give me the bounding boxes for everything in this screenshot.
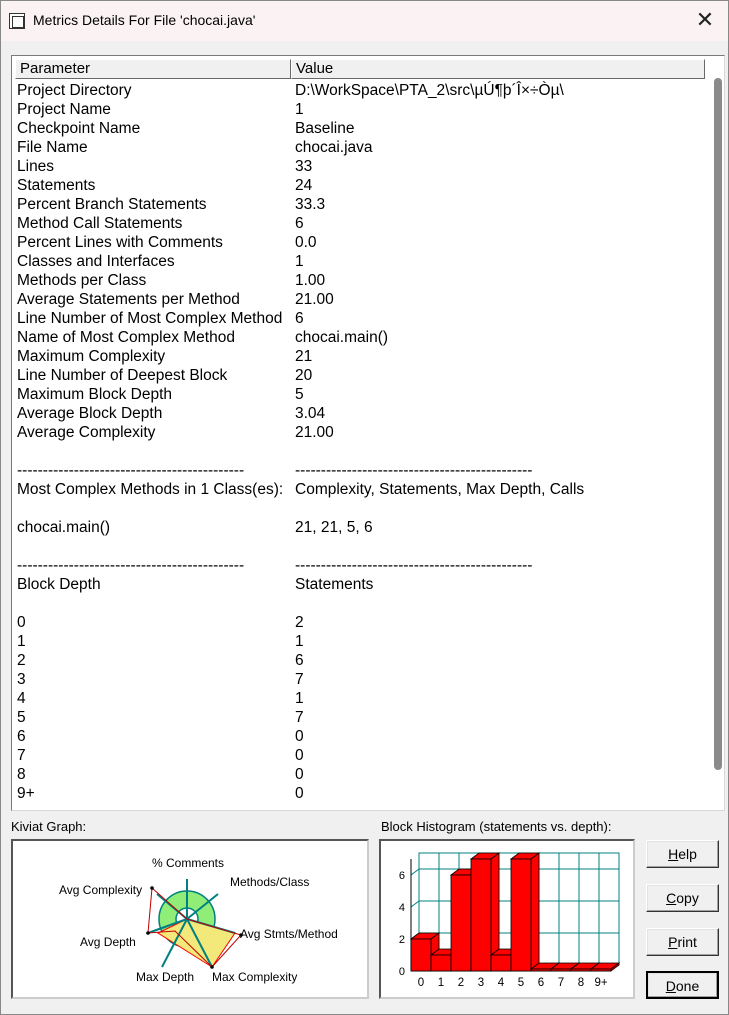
- row-parameter: 4: [17, 690, 26, 707]
- row-parameter: Average Block Depth: [17, 405, 163, 422]
- table-row[interactable]: [17, 252, 707, 271]
- histogram-x-tick: 3: [477, 977, 485, 989]
- row-value: [295, 442, 707, 461]
- row-parameter: Average Statements per Method: [17, 291, 240, 308]
- histogram-x-tick: 7: [557, 977, 565, 989]
- row-value: [295, 499, 707, 518]
- row-value: 6: [295, 310, 304, 327]
- row-value: chocai.java: [295, 139, 373, 156]
- row-value: 21, 21, 5, 6: [295, 519, 373, 536]
- row-parameter: Name of Most Complex Method: [17, 329, 235, 346]
- kiviat-axis-methods-class: Methods/Class: [230, 875, 310, 889]
- histogram-y-tick: 4: [398, 902, 405, 914]
- histogram-x-ticks: [418, 977, 608, 989]
- row-value: ----------------------------------------------: [295, 462, 533, 479]
- table-row[interactable]: [17, 594, 707, 613]
- header-value[interactable]: Value: [291, 59, 705, 79]
- row-value: D:\WorkSpace\PTA_2\src\µÚ¶þ´Î×÷Òµ\: [295, 82, 564, 99]
- row-value: 0: [295, 728, 304, 745]
- row-parameter: 9+: [17, 785, 35, 802]
- histogram-grid-line: [411, 869, 419, 875]
- table-row[interactable]: [17, 81, 707, 100]
- row-parameter: Lines: [17, 158, 55, 175]
- table-row[interactable]: [17, 271, 707, 290]
- row-value: 33: [295, 158, 313, 175]
- histogram-bar-front: [511, 859, 531, 971]
- window-title: Metrics Details For File 'chocai.java': [33, 12, 256, 28]
- row-value: 1.00: [295, 272, 326, 289]
- table-row[interactable]: [17, 727, 707, 746]
- histogram-bar-front: [471, 859, 491, 971]
- print-button[interactable]: Print: [646, 928, 719, 956]
- histogram-label: Block Histogram (statements vs. depth):: [381, 819, 612, 834]
- row-parameter: Checkpoint Name: [17, 120, 141, 137]
- table-row[interactable]: [17, 119, 707, 138]
- kiviat-axis-avg-stmts: Avg Stmts/Method: [240, 927, 338, 941]
- row-value: 0.0: [295, 234, 317, 251]
- histogram-bar-side: [531, 853, 539, 971]
- histogram-bar-front: [551, 969, 571, 971]
- histogram-x-tick: 9+: [594, 977, 608, 989]
- table-row[interactable]: [17, 214, 707, 233]
- row-value: 0: [295, 785, 304, 802]
- table-row[interactable]: [17, 499, 707, 518]
- histogram-y-tick: 2: [398, 934, 405, 946]
- row-parameter: File Name: [17, 139, 88, 156]
- histogram-x-tick: 1: [437, 977, 445, 989]
- row-value: 2: [295, 614, 304, 631]
- histogram-bars: [411, 853, 619, 971]
- row-value: 1: [295, 690, 304, 707]
- table-row[interactable]: [17, 575, 707, 594]
- table-row[interactable]: [17, 157, 707, 176]
- table-row[interactable]: [17, 746, 707, 765]
- row-parameter: --------------------------------------------: [17, 462, 245, 479]
- row-parameter: 5: [17, 709, 26, 726]
- row-value: 1: [295, 633, 304, 650]
- row-parameter: Project Name: [17, 101, 111, 118]
- row-parameter: Methods per Class: [17, 272, 147, 289]
- table-row[interactable]: [17, 689, 707, 708]
- done-button[interactable]: Done: [646, 971, 719, 999]
- list-header: [15, 59, 705, 79]
- row-value: 21.00: [295, 424, 334, 441]
- row-parameter: [17, 499, 295, 518]
- row-parameter: 8: [17, 766, 26, 783]
- histogram-svg: [381, 841, 633, 997]
- table-row[interactable]: [17, 309, 707, 328]
- table-row[interactable]: [17, 195, 707, 214]
- histogram-grid-line: [411, 901, 419, 907]
- table-row[interactable]: [17, 138, 707, 157]
- row-value: ----------------------------------------------: [295, 557, 533, 574]
- row-parameter: Method Call Statements: [17, 215, 183, 232]
- row-parameter: chocai.main(): [17, 519, 111, 536]
- histogram-bar-front: [431, 955, 451, 971]
- row-parameter: [17, 442, 295, 461]
- row-value: chocai.main(): [295, 329, 389, 346]
- table-row[interactable]: [17, 328, 707, 347]
- table-row[interactable]: [17, 385, 707, 404]
- title-bar: [1, 1, 728, 41]
- row-parameter: Classes and Interfaces: [17, 253, 175, 270]
- block-histogram: [379, 839, 635, 999]
- table-row[interactable]: [17, 651, 707, 670]
- histogram-bar-front: [591, 969, 611, 971]
- row-value: 21.00: [295, 291, 334, 308]
- table-row[interactable]: [17, 537, 707, 556]
- row-value: 24: [295, 177, 313, 194]
- row-parameter: 6: [17, 728, 26, 745]
- row-value: 20: [295, 367, 313, 384]
- table-row[interactable]: [17, 442, 707, 461]
- row-parameter: Most Complex Methods in 1 Class(es):: [17, 481, 284, 498]
- row-value: 3.04: [295, 405, 326, 422]
- histogram-x-tick: 6: [537, 977, 545, 989]
- header-parameter[interactable]: Parameter: [15, 59, 291, 79]
- row-value: [295, 537, 707, 556]
- table-row[interactable]: [17, 518, 707, 537]
- row-parameter: 7: [17, 747, 26, 764]
- histogram-bar-front: [451, 875, 471, 971]
- histogram-bar-front: [531, 969, 551, 971]
- table-row[interactable]: [17, 670, 707, 689]
- kiviat-label: Kiviat Graph:: [11, 819, 87, 834]
- histogram-x-tick: 4: [497, 977, 505, 989]
- histogram-y-ticks: [399, 870, 405, 978]
- table-row[interactable]: [17, 290, 707, 309]
- row-parameter: 0: [17, 614, 26, 631]
- histogram-x-tick: 5: [517, 977, 525, 989]
- row-parameter: Project Directory: [17, 82, 132, 99]
- row-value: 6: [295, 652, 304, 669]
- metrics-rows: [17, 81, 707, 803]
- table-row[interactable]: [17, 366, 707, 385]
- table-row[interactable]: [17, 613, 707, 632]
- table-row[interactable]: [17, 347, 707, 366]
- help-button[interactable]: Help: [646, 840, 719, 868]
- table-row[interactable]: [17, 632, 707, 651]
- row-value: 21: [295, 348, 313, 365]
- table-row[interactable]: [17, 233, 707, 252]
- row-parameter: --------------------------------------------: [17, 557, 245, 574]
- kiviat-svg: [13, 841, 367, 997]
- kiviat-axis-max-complexity: Max Complexity: [212, 970, 298, 984]
- row-parameter: Block Depth: [17, 576, 101, 593]
- histogram-x-tick: 8: [577, 977, 585, 989]
- table-row[interactable]: [17, 556, 707, 575]
- metrics-list[interactable]: [11, 55, 725, 811]
- row-value: Baseline: [295, 120, 355, 137]
- table-row[interactable]: [17, 765, 707, 784]
- kiviat-graph: [11, 839, 369, 999]
- table-row[interactable]: [17, 423, 707, 442]
- table-row[interactable]: [17, 480, 707, 499]
- row-value: [295, 594, 707, 613]
- kiviat-axis-avg-complexity: Avg Complexity: [59, 883, 143, 897]
- histogram-bar-5: [511, 853, 539, 971]
- table-row[interactable]: [17, 176, 707, 195]
- row-value: 1: [295, 253, 304, 270]
- histogram-y-tick: 0: [398, 966, 405, 978]
- kiviat-axis-max-depth: Max Depth: [136, 970, 195, 984]
- row-value: 5: [295, 386, 304, 403]
- close-button[interactable]: ✕: [695, 8, 715, 33]
- histogram-bar-front: [411, 939, 431, 971]
- histogram-bar-front: [571, 969, 591, 971]
- row-parameter: Maximum Block Depth: [17, 386, 173, 403]
- copy-button[interactable]: Copy: [646, 884, 719, 912]
- table-row[interactable]: [17, 404, 707, 423]
- histogram-bar-front: [491, 955, 511, 971]
- row-parameter: [17, 594, 295, 613]
- histogram-y-tick: 6: [398, 870, 405, 882]
- vertical-scrollbar[interactable]: [714, 78, 722, 770]
- row-value: 33.3: [295, 196, 326, 213]
- table-row[interactable]: [17, 708, 707, 727]
- row-value: 0: [295, 766, 304, 783]
- row-value: Statements: [295, 576, 374, 593]
- row-parameter: Average Complexity: [17, 424, 156, 441]
- row-parameter: Percent Branch Statements: [17, 196, 207, 213]
- row-parameter: 1: [17, 633, 26, 650]
- table-row[interactable]: [17, 100, 707, 119]
- row-parameter: Percent Lines with Comments: [17, 234, 223, 251]
- kiviat-axis-comments: % Comments: [152, 856, 225, 870]
- row-value: 1: [295, 101, 304, 118]
- row-value: 6: [295, 215, 304, 232]
- row-parameter: Line Number of Most Complex Method: [17, 310, 283, 327]
- row-parameter: Statements: [17, 177, 96, 194]
- row-value: Complexity, Statements, Max Depth, Calls: [295, 481, 585, 498]
- window-icon: [9, 13, 25, 29]
- row-parameter: Maximum Complexity: [17, 348, 166, 365]
- row-value: 7: [295, 671, 304, 688]
- row-value: 0: [295, 747, 304, 764]
- row-value: 7: [295, 709, 304, 726]
- row-parameter: 2: [17, 652, 26, 669]
- row-parameter: [17, 537, 295, 556]
- histogram-x-tick: 0: [417, 977, 425, 989]
- table-row[interactable]: [17, 461, 707, 480]
- row-parameter: 3: [17, 671, 26, 688]
- histogram-x-tick: 2: [457, 977, 465, 989]
- table-row[interactable]: [17, 784, 707, 803]
- kiviat-axis-avg-depth: Avg Depth: [80, 935, 136, 949]
- row-parameter: Line Number of Deepest Block: [17, 367, 228, 384]
